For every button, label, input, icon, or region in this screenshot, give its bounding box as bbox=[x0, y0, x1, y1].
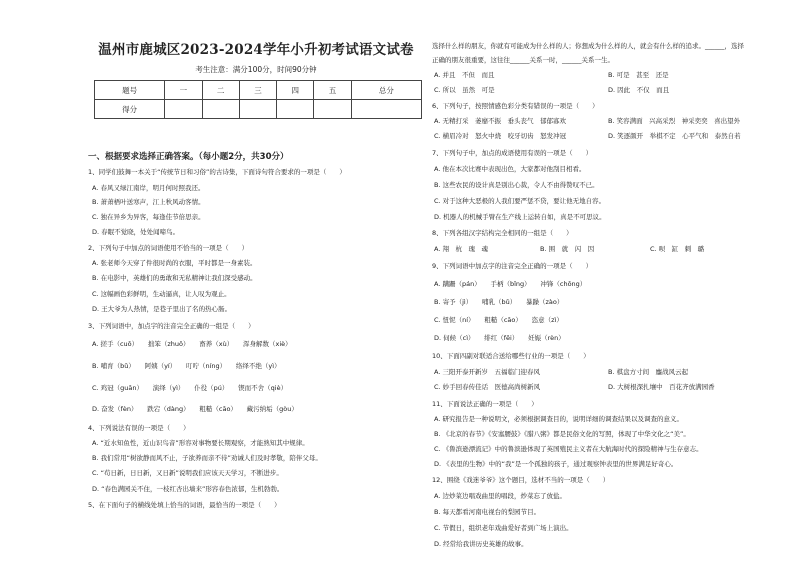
answer-option: C. 独在异乡为异客，每逢佳节倍思亲。 bbox=[92, 213, 205, 221]
answer-option: C. 节假日，组织老年戏曲爱好者到广场上演出。 bbox=[434, 524, 573, 532]
score-header-cell: 总分 bbox=[351, 81, 421, 100]
page-title: 温州市鹿城区2023-2024学年小升初考试语文试卷 bbox=[98, 42, 414, 58]
answer-option: A. 蹒跚（pán） 手柄（bǐng） 冲锋（chōng） bbox=[434, 280, 587, 288]
score-cell[interactable] bbox=[314, 100, 351, 119]
answer-option: C. 这幅画色彩鲜明，生动逼真，让人叹为观止。 bbox=[92, 290, 231, 298]
score-table bbox=[94, 80, 422, 119]
score-table-header-row bbox=[95, 81, 422, 100]
score-header-cell: 一 bbox=[165, 81, 202, 100]
question-stem: 8、下列各组汉字结构完全相同的一组是（ ） bbox=[432, 229, 573, 237]
answer-option: C. 对于这种大恶极的人我们要严惩不贷，要让他无地自容。 bbox=[434, 197, 606, 205]
answer-option: C. 所以 虽然 可是 bbox=[434, 86, 495, 94]
score-table-score-row bbox=[95, 100, 422, 119]
answer-option: C. “苟日新，日日新，又日新”说明我们应该天天学习，不断进步。 bbox=[92, 469, 283, 477]
score-cell[interactable] bbox=[239, 100, 276, 119]
answer-option: B. 棋盘方寸间 鏖战风云起 bbox=[608, 368, 689, 376]
answer-option: B. 《北京的春节》《安塞腰鼓》《腊八粥》都是民俗文化的写照，体现了中华文化之“美”。 bbox=[434, 430, 690, 438]
answer-option: A. “近水知鱼性，近山识鸟音”形容对事物要长期观察，才能熟知其中规律。 bbox=[92, 439, 309, 447]
answer-option: C. 横眉冷对 怒火中烧 咬牙切齿 怒发冲冠 bbox=[434, 132, 567, 140]
passage-line: 选择什么样的朋友，你就有可能成为什么样的人；你想成为什么样的人，就会有什么样的追求。______，选择 bbox=[432, 42, 744, 50]
score-header-cell: 三 bbox=[239, 81, 276, 100]
answer-option: A. 并且 不但 而且 bbox=[434, 71, 495, 79]
answer-option: B. 萧萧梧叶送寒声，江上秋风动客情。 bbox=[92, 198, 205, 206]
answer-option: A. 无精打采 萎靡不振 垂头丧气 郁郁寡欢 bbox=[434, 117, 566, 125]
answer-option: A. 搓手（cuō） 拙笨（zhuō） 畜养（xù） 浑身解数（xiè） bbox=[92, 340, 292, 348]
answer-option: A. 边炒菜边唱戏曲里的唱段，炒菜忘了放盐。 bbox=[434, 492, 566, 500]
question-stem: 6、下列句子，按照情感色彩分类有错误的一项是（ ） bbox=[432, 102, 599, 110]
section-heading: 一、根据要求选择正确答案。（每小题2分，共30分） bbox=[88, 152, 289, 162]
question-stem: 10、下面四副对联适合送给哪些行业的一项是（ ） bbox=[432, 352, 590, 360]
question-stem: 12、围绕《戏迷爷爷》这个题目，选材不当的一项是（ ） bbox=[432, 476, 610, 484]
question-stem: 4、下列说法有误的一项是（ ） bbox=[88, 424, 190, 432]
answer-option: A. 春风又绿江南岸，明月何时照我还。 bbox=[92, 184, 205, 192]
answer-option: A. 他在本次比赛中表现出色，大家都对他刮目相看。 bbox=[434, 165, 586, 173]
score-header-cell: 五 bbox=[314, 81, 351, 100]
passage-line: 正确的朋友很重要，这往往______关系一时，______关系一生。 bbox=[432, 56, 614, 64]
answer-option: D. “春色满园关不住，一枝红杏出墙来”形容春色浓郁，生机勃勃。 bbox=[92, 485, 284, 493]
answer-option: D. 《表里的生物》中的“我”是一个孤独的孩子，通过观察钟表里的世界满足好奇心。 bbox=[434, 460, 678, 468]
answer-option: D. 大树根深扎壤中 百花齐放满园香 bbox=[608, 383, 715, 391]
answer-option: C. 妙手回春传佳话 医德高尚树新风 bbox=[434, 383, 541, 391]
answer-option: C. 忸怩（ní） 粗糙（cāo） 恣意（zì） bbox=[434, 316, 563, 324]
question-stem: 9、下列词语中加点字的注音完全正确的一项是（ ） bbox=[432, 262, 593, 270]
answer-option: B. 这些农民的设计真是别出心裁，令人不由得赞叹不已。 bbox=[434, 181, 599, 189]
question-stem: 7、下列句子中，加点的成语使用有误的一项是（ ） bbox=[432, 149, 593, 157]
score-header-cell: 题号 bbox=[95, 81, 165, 100]
answer-option: C. 呗 缸 刺 璐 bbox=[650, 245, 705, 253]
score-cell[interactable] bbox=[277, 100, 314, 119]
question-stem: 11、下面说法正确的一项是（ ） bbox=[432, 400, 538, 408]
score-cell[interactable] bbox=[202, 100, 239, 119]
answer-option: C. 《鲁滨逊漂流记》中的鲁滨逊体现了英国殖民主义者在大航海时代的探险精神与生存意志。 bbox=[434, 445, 703, 453]
answer-option: D. 经常给我讲历史英雄的故事。 bbox=[434, 540, 528, 548]
answer-option: D. 因此 不仅 而且 bbox=[608, 86, 670, 94]
answer-option: D. 王大爷为人热情，是巷子里出了名的热心肠。 bbox=[92, 305, 232, 313]
answer-option: C. 鸡冠（guān） 演绎（yì） 仆役（pú） 锲而不舍（qiè） bbox=[92, 384, 288, 392]
answer-option: D. 奋发（fèn） 跌宕（dàng） 粗糙（cāo） 藏污纳垢（gòu） bbox=[92, 405, 298, 413]
answer-option: A. 张老师今天穿了件很时尚的衣服，平时都是一身素装。 bbox=[92, 259, 257, 267]
answer-option: B. 围 就 闪 因 bbox=[540, 245, 595, 253]
score-header-cell: 四 bbox=[277, 81, 314, 100]
answer-option: D. 机器人的机械手臂在生产线上运转自如，真是不可思议。 bbox=[434, 213, 606, 221]
answer-option: B. 哺育（bǔ） 阿姨（yí） 叮咛（níng） 络绎不绝（yì） bbox=[92, 362, 281, 370]
answer-option: A. 三阳开泰开新岁 五福临门迎春风 bbox=[434, 368, 540, 376]
answer-option: D. 伺候（cì） 绯红（fēi） 妊娠（rèn） bbox=[434, 334, 565, 342]
score-row-label: 得分 bbox=[95, 100, 165, 119]
answer-option: B. 我们常用“树欲静而风不止，子欲养而亲不待”劝诫人们及时孝敬，陪伴父母。 bbox=[92, 454, 322, 462]
question-stem: 3、下列词语中，加点字的注音完全正确的一组是（ ） bbox=[88, 322, 255, 330]
score-cell[interactable] bbox=[351, 100, 421, 119]
exam-notice: 考生注意：满分100分，时间90分钟 bbox=[195, 65, 317, 74]
answer-option: B. 每天都看河南电视台的梨园节目。 bbox=[434, 508, 541, 516]
answer-option: B. 可是 甚至 还是 bbox=[608, 71, 669, 79]
question-stem: 2、下列句子中加点的词语使用不恰当的一项是（ ） bbox=[88, 244, 249, 252]
answer-option: B. 在电影中，英雄们的勇敢和无私精神让我们深受感动。 bbox=[92, 274, 257, 282]
question-stem: 5、在下面句子的横线处填上恰当的词语，最恰当的一项是（ ） bbox=[88, 501, 281, 509]
score-header-cell: 二 bbox=[202, 81, 239, 100]
question-stem: 1、同学们鼓舞一本关于“传统节日和习俗”的古诗集，下面诗句符合要求的一项是（ ） bbox=[88, 168, 346, 176]
answer-option: A. 翔 杭 瑰 魂 bbox=[434, 245, 488, 253]
answer-option: B. 笑容满面 兴高采烈 神采奕奕 喜出望外 bbox=[608, 117, 741, 125]
answer-option: D. 笑逐颜开 举棋不定 心平气和 泰然自若 bbox=[608, 132, 741, 140]
answer-option: D. 春眠不觉晓，处处闻啼鸟。 bbox=[92, 228, 180, 236]
answer-option: B. 寄予（jì） 哺乳（bǔ） 暴躁（zào） bbox=[434, 298, 564, 306]
score-cell[interactable] bbox=[165, 100, 202, 119]
answer-option: A. 研究报告是一种说明文，必须根据调查目的，说明详细的调查结果以及调查的意义。 bbox=[434, 415, 683, 423]
